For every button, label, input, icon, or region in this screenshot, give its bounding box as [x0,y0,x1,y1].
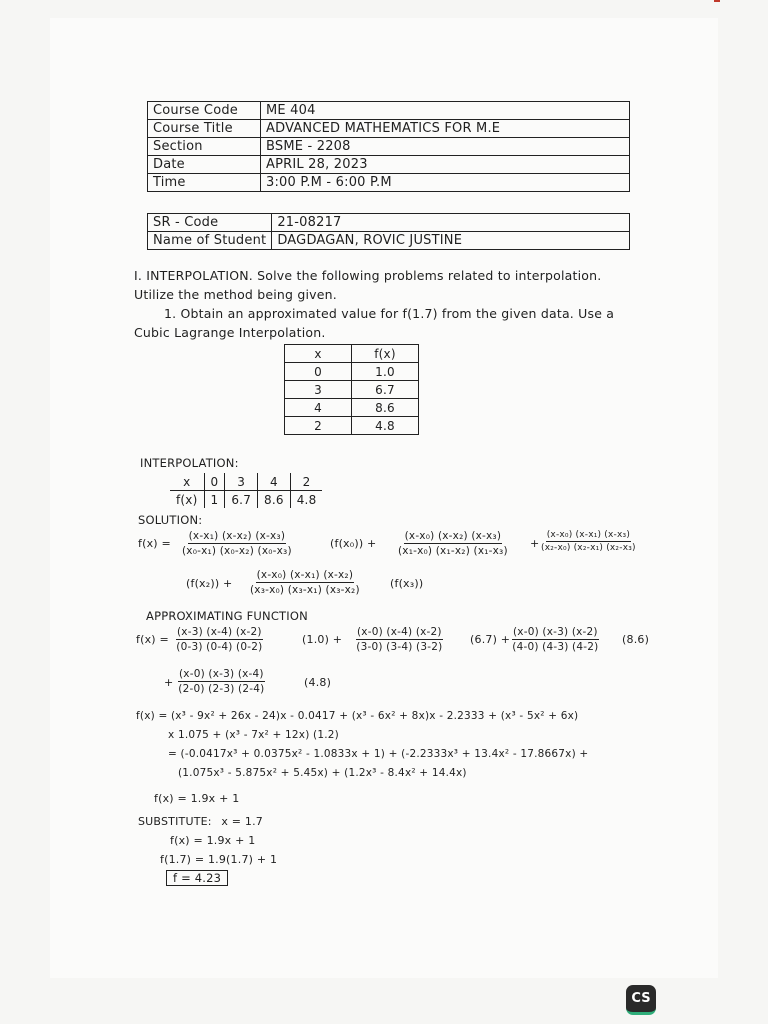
fraction-denominator: (2-0) (2-3) (2-4) [178,683,265,695]
approx-term-3 [512,626,599,653]
approx-result: f(x) = 1.9x + 1 [154,792,240,805]
expansion-line-2: x 1.075 + (x³ - 7x² + 12x) (1.2) [168,729,339,741]
table-row [285,363,419,381]
column-header-x: x [285,345,352,363]
fraction-numerator: (x-0) (x-3) (x-4) [179,668,264,680]
lagrange-term-4 [250,569,360,596]
fraction-numerator: (x-x₀) (x-x₂) (x-x₃) [404,530,502,542]
table-cell: 8.6 [352,399,419,417]
table-row [285,399,419,417]
instruction-line-1: I. INTERPOLATION. Solve the following problems related to interpolation. [134,268,602,283]
approx-term-4-tail: (4.8) [304,676,332,689]
table-cell: 1.0 [352,363,419,381]
term-2-tail: + [530,537,540,550]
course-info-table [147,101,630,192]
table-row [148,232,630,250]
x-value: 4 [258,473,291,491]
student-name-label: Name of Student [148,232,272,250]
approx-term-1-tail: (1.0) + [302,633,343,646]
expansion-line-1: f(x) = (x³ - 9x² + 26x - 24)x - 0.0417 + (x³ - 6x² + 8x)x - 2.2333 + (x³ - 5x² + 6x) [136,710,579,722]
substitute-label: SUBSTITUTE: [138,815,212,828]
table-cell: 3 [285,381,352,399]
instruction-line-2: Utilize the method being given. [134,287,337,302]
table-row [285,417,419,435]
substitute-line-2: f(1.7) = 1.9(1.7) + 1 [160,853,278,866]
approx-term-2 [356,626,443,653]
table-row [148,214,630,232]
fraction-denominator: (x₃-x₀) (x₃-x₁) (x₃-x₂) [250,584,360,596]
problem-line-2: Cubic Lagrange Interpolation. [134,325,326,340]
given-data-table [284,344,419,435]
fraction-numerator: (x-x₀) (x-x₁) (x-x₃) [546,530,631,540]
interpolation-heading: INTERPOLATION: [140,456,239,470]
x-label: x [170,473,204,491]
fraction-denominator: (0-3) (0-4) (0-2) [176,641,263,653]
fraction-numerator: (x-x₁) (x-x₂) (x-x₃) [188,530,286,542]
table-row [285,381,419,399]
expansion-line-4: (1.075x³ - 5.875x² + 5.45x) + (1.2x³ - 8.4x² + 14.4x) [178,767,467,779]
table-row [148,120,630,138]
approx-term-4 [178,668,265,695]
lagrange-term-1 [182,530,292,557]
course-code-label: Course Code [148,102,261,120]
date-value: APRIL 28, 2023 [261,156,630,174]
fx-value: 6.7 [225,491,258,509]
table-header-row [285,345,419,363]
fraction-numerator: (x-x₀) (x-x₁) (x-x₂) [256,569,354,581]
fx-value: 8.6 [258,491,291,509]
course-title-label: Course Title [148,120,261,138]
substitute-heading [138,815,263,828]
expansion-line-3: = (-0.0417x³ + 0.0375x² - 1.0833x + 1) + (-2.2333x³ + 13.4x² - 17.8667x) + [168,748,589,760]
approx-term-3-tail: (8.6) [622,633,650,646]
section-label: Section [148,138,261,156]
fraction-denominator: (x₁-x₀) (x₁-x₂) (x₁-x₃) [398,545,508,557]
approx-term-1 [176,626,263,653]
time-value: 3:00 P.M - 6:00 P.M [261,174,630,192]
table-row [148,102,630,120]
table-cell: 4 [285,399,352,417]
approx-term-2-tail: (6.7) + [470,633,511,646]
fx-value: 1 [204,491,225,509]
camscanner-logo [626,985,656,1015]
sr-code-label: SR - Code [148,214,272,232]
final-answer [166,871,228,885]
fraction-denominator: (4-0) (4-3) (4-2) [512,641,599,653]
table-row [148,138,630,156]
course-title-value: ADVANCED MATHEMATICS FOR M.E [261,120,630,138]
fx-label: f(x) [176,492,198,507]
lagrange-term-2 [398,530,508,557]
fraction-numerator: (x-0) (x-3) (x-2) [513,626,598,638]
fraction-denominator: (x₂-x₀) (x₂-x₁) (x₂-x₃) [541,543,636,553]
approximating-heading: APPROXIMATING FUNCTION [146,609,308,623]
term-4-tail: (f(x₃)) [390,577,424,590]
term-3-tail: (f(x₂)) + [186,577,233,590]
time-label: Time [148,174,261,192]
table-cell: 4.8 [352,417,419,435]
column-header-fx: f(x) [352,345,419,363]
course-code-value: ME 404 [261,102,630,120]
term-1-tail: (f(x₀)) + [330,537,377,550]
date-label: Date [148,156,261,174]
approx-lhs: f(x) = [136,633,169,646]
red-mark [714,0,720,2]
approx-term-4-pre: + [164,676,174,689]
sr-code-value: 21-08217 [272,214,630,232]
student-name-value: DAGDAGAN, ROVIC JUSTINE [272,232,630,250]
fraction-numerator: (x-0) (x-4) (x-2) [357,626,442,638]
final-answer-box: f = 4.23 [166,870,228,886]
table-row [148,156,630,174]
solution-heading: SOLUTION: [138,513,203,527]
x-value: 0 [204,473,225,491]
lagrange-term-3 [541,530,636,553]
table-row [170,491,322,509]
interpolation-table [170,473,322,508]
table-cell: 2 [285,417,352,435]
logo-text: CS [631,991,651,1006]
fraction-denominator: (x₀-x₁) (x₀-x₂) (x₀-x₃) [182,545,292,557]
fx-value: 4.8 [290,491,322,509]
fraction-numerator: (x-3) (x-4) (x-2) [177,626,262,638]
substitute-line-1: f(x) = 1.9x + 1 [170,834,256,847]
table-cell: 0 [285,363,352,381]
section-value: BSME - 2208 [261,138,630,156]
problem-line-1: 1. Obtain an approximated value for f(1.7) from the given data. Use a [164,306,615,321]
solution-lhs: f(x) = [138,537,171,550]
student-info-table [147,213,630,250]
table-row [170,473,322,491]
substitute-x-value: x = 1.7 [221,815,264,828]
x-value: 3 [225,473,258,491]
x-value: 2 [290,473,322,491]
table-cell: 6.7 [352,381,419,399]
fraction-denominator: (3-0) (3-4) (3-2) [356,641,443,653]
table-row [148,174,630,192]
